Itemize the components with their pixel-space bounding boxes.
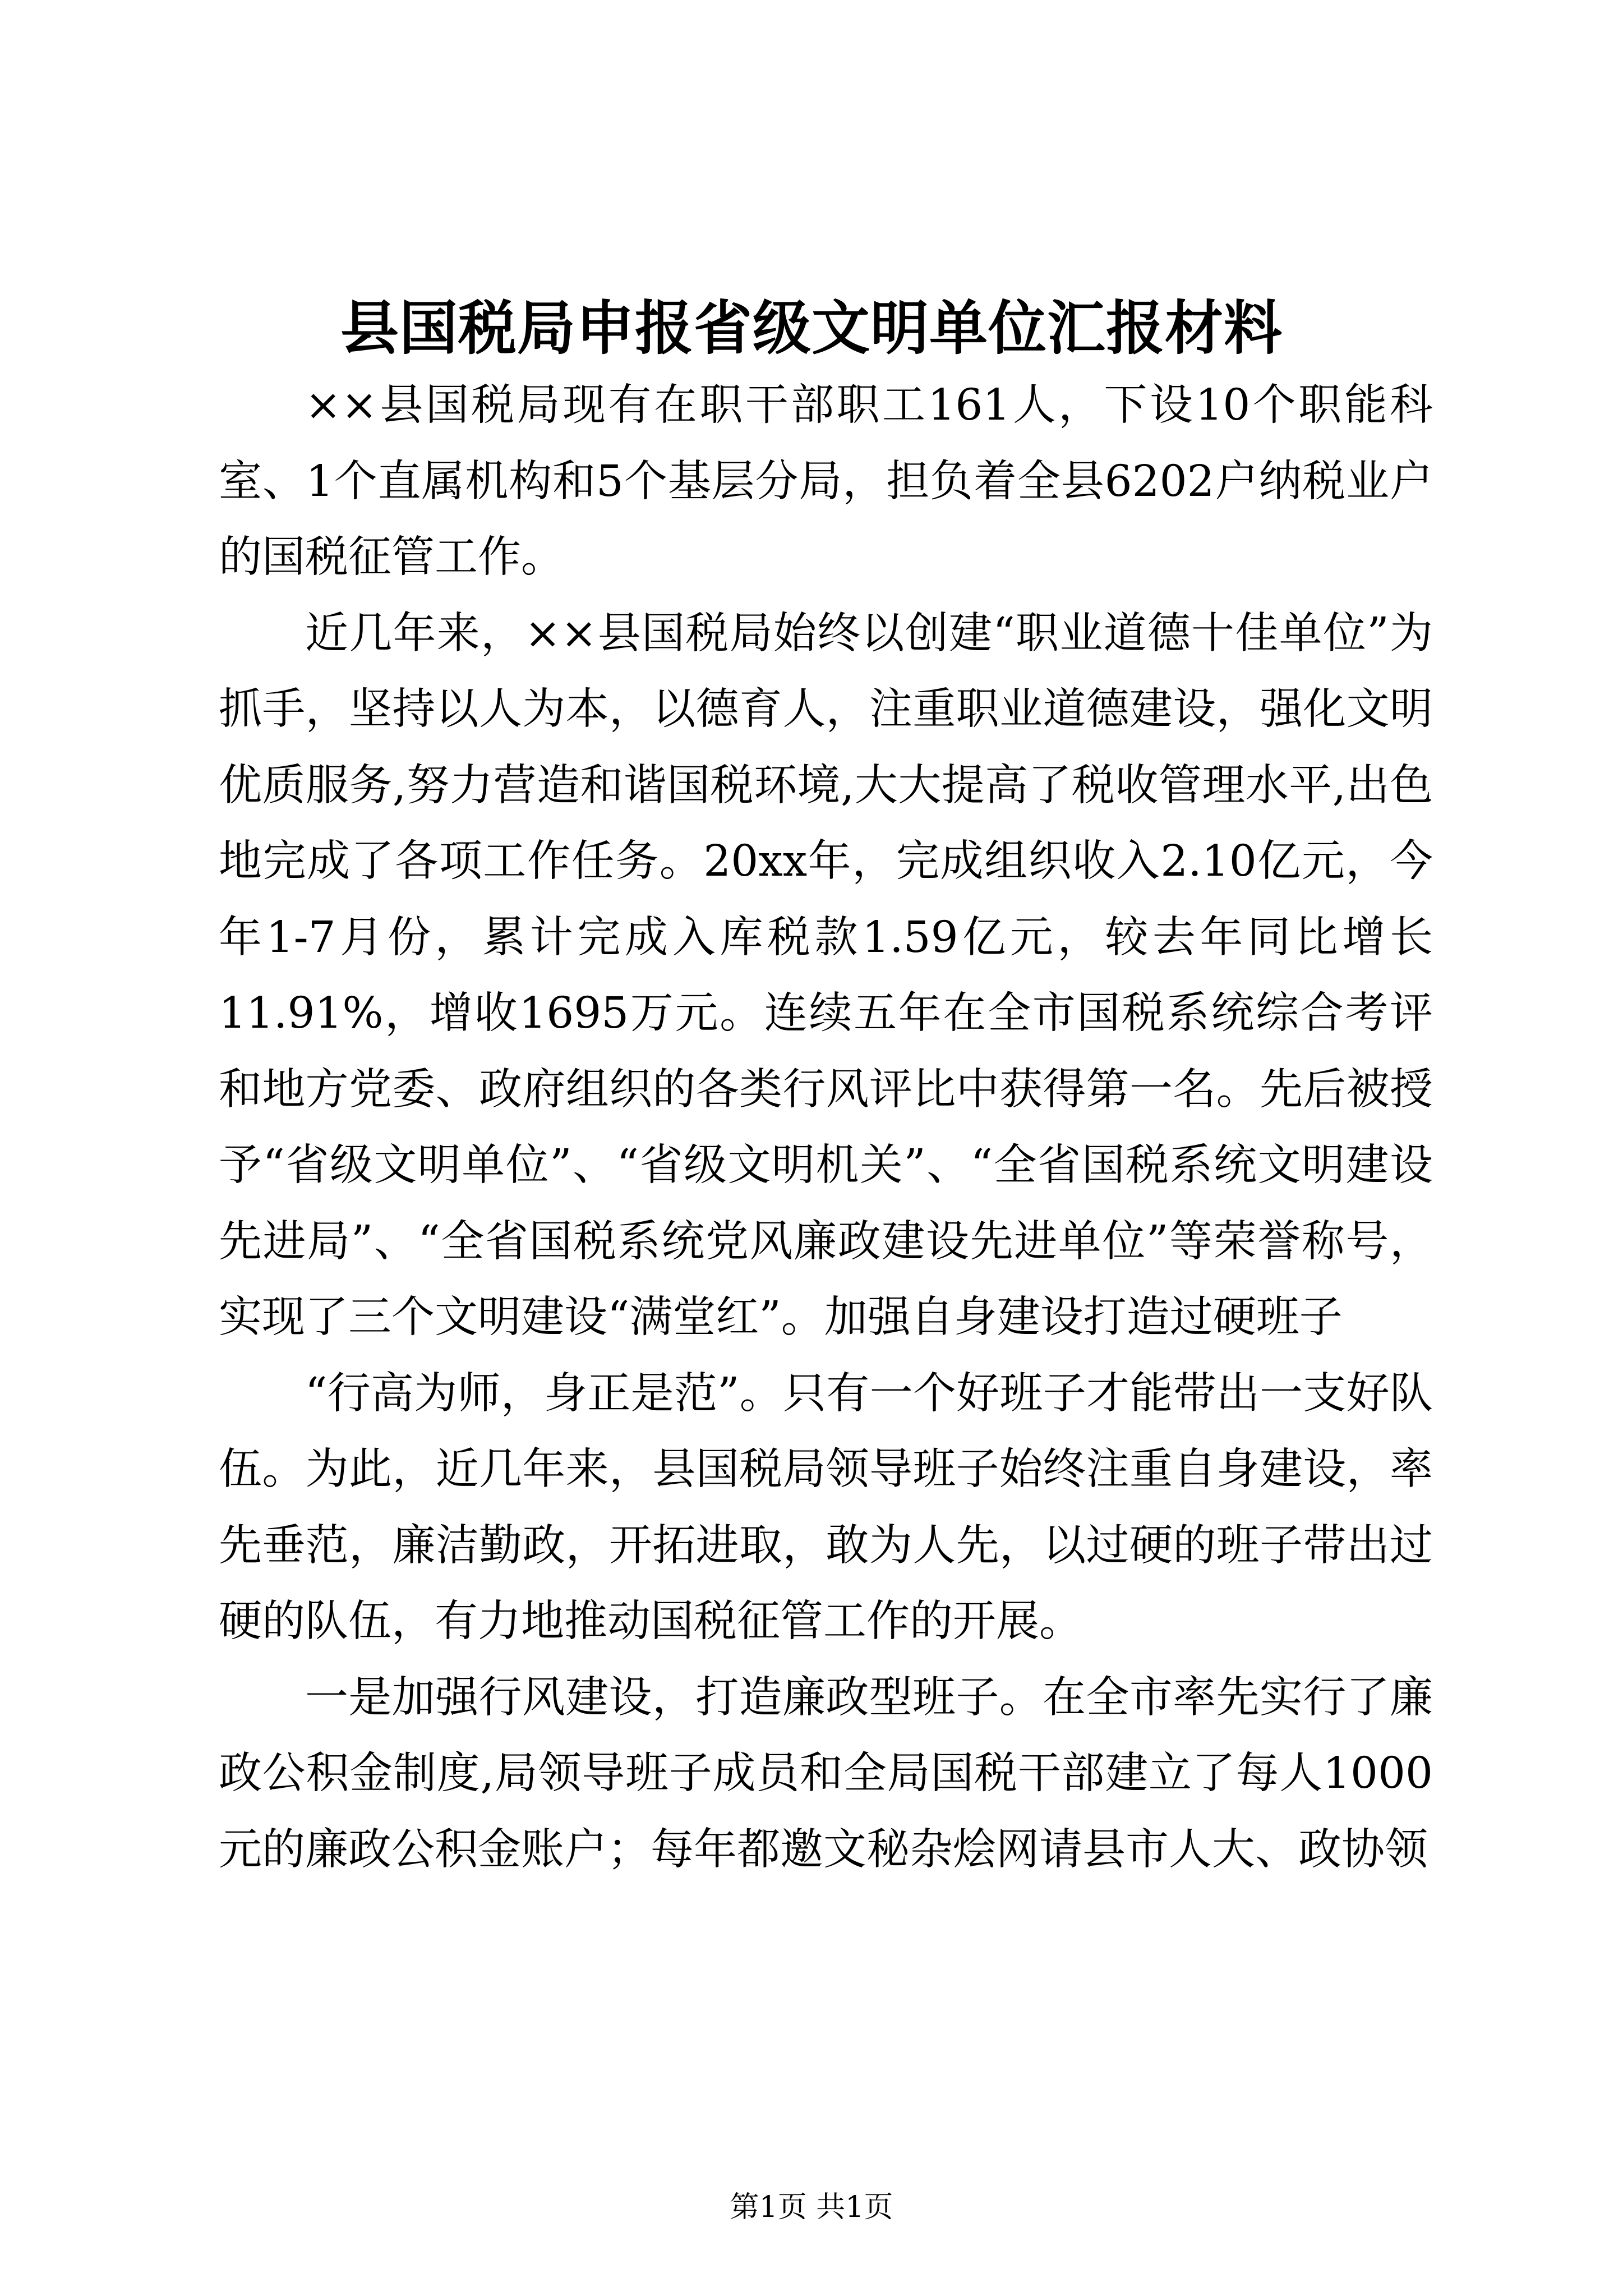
page-footer: 第1页 共1页 xyxy=(730,2191,893,2224)
paragraph: ××县国税局现有在职干部职工161人，下设10个职能科室、1个直属机构和5个基层分局，担负着全县6202户纳税业户的国税征管工作。 xyxy=(219,380,1433,582)
document-body xyxy=(219,367,1433,1888)
paragraph: 一是加强行风建设，打造廉政型班子。在全市率先实行了廉政公积金制度,局领导班子成员和全局国税干部建立了每人1000元的廉政公积金账户；每年都邀文秘杂烩网请县市人大、政协领 xyxy=(219,1672,1433,1875)
document-title: 县国税局申报省级文明单位汇报材料 xyxy=(340,294,1283,362)
paragraph: “行高为师，身正是范”。只有一个好班子才能带出一支好队伍。为此，近几年来，县国税局领导班子始终注重自身建设，率先垂范，廉洁勤政，开拓进取，敢为人先，以过硬的班子带出过硬的队伍，有力地推动国税征管工作的开展。 xyxy=(219,1368,1433,1646)
paragraph: 近几年来，××县国税局始终以创建“职业道德十佳单位”为抓手，坚持以人为本，以德育人，注重职业道德建设，强化文明优质服务,努力营造和谐国税环境,大大提高了税收管理水平,出色地完成了各项工作任务。20xx年，完成组织收入2.10亿元，今年1-7月份，累计完成入库税款1.59亿元，较去年同比增长11.91%，增收1695万元。连续五年在全市国税系统综合考评和地方党委、政府组织的各类行风评比中获得第一名。先后被授予“省级文明单位”、“省级文明机关”、“全省国税系统文明建设先进局”、“全省国税系统党风廉政建设先进单位”等荣誉称号，实现了三个文明建设“满堂红”。加强自身建设打造过硬班子 xyxy=(219,608,1433,1342)
